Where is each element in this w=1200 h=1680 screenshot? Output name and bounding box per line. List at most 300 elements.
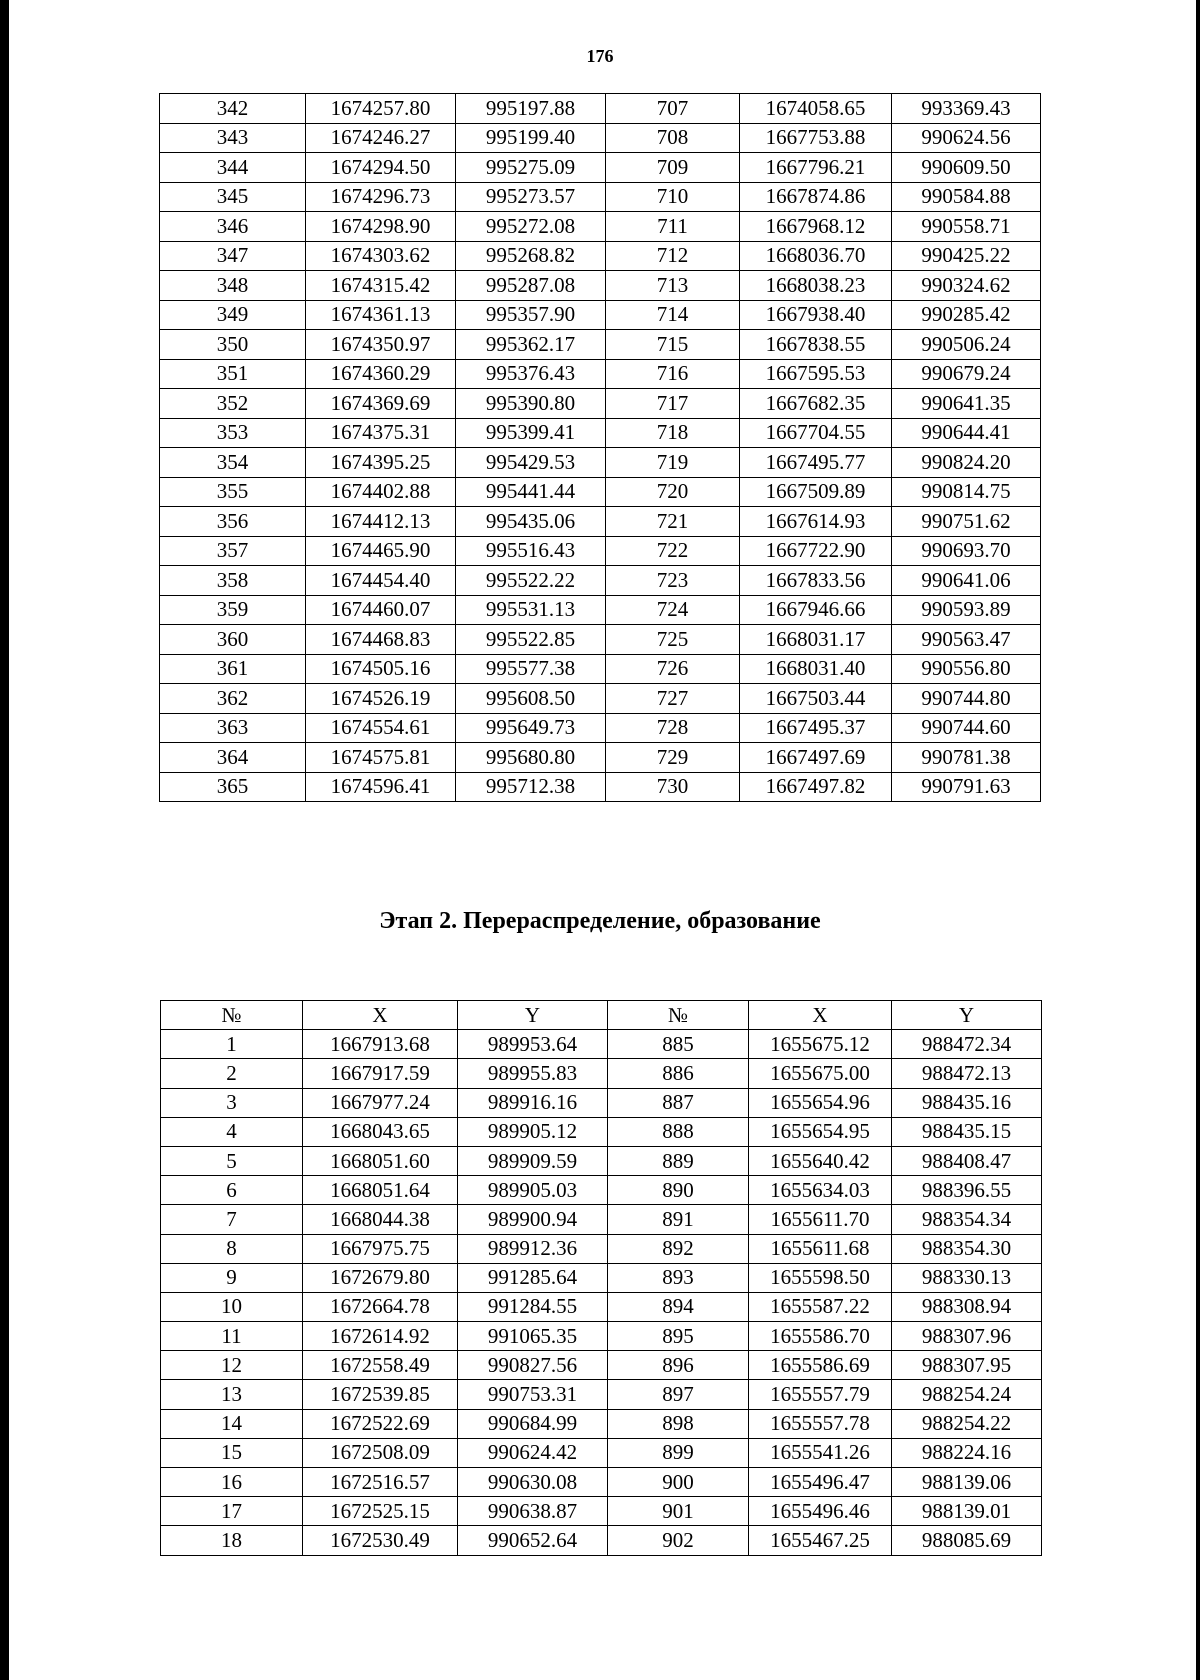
cell-number: 1 — [161, 1030, 303, 1059]
cell-y: 995577.38 — [456, 654, 606, 684]
cell-y: 988085.69 — [892, 1526, 1042, 1555]
cell-x: 1655634.03 — [749, 1176, 892, 1205]
table-header-row — [161, 1001, 1042, 1030]
cell-number: 889 — [608, 1146, 749, 1175]
cell-number: 898 — [608, 1409, 749, 1438]
cell-y: 995199.40 — [456, 123, 606, 153]
cell-y: 990285.42 — [892, 300, 1041, 330]
cell-x: 1655598.50 — [749, 1263, 892, 1292]
cell-number: 900 — [608, 1468, 749, 1497]
cell-y: 989955.83 — [458, 1059, 608, 1088]
header-y: Y — [892, 1001, 1042, 1030]
cell-number: 358 — [160, 566, 306, 596]
cell-x: 1655557.79 — [749, 1380, 892, 1409]
cell-y: 989905.12 — [458, 1117, 608, 1146]
cell-number: 9 — [161, 1263, 303, 1292]
table-row — [160, 389, 1041, 419]
cell-y: 989909.59 — [458, 1146, 608, 1175]
table-row — [160, 182, 1041, 212]
cell-x: 1672508.09 — [303, 1438, 458, 1467]
cell-y: 990824.20 — [892, 448, 1041, 478]
cell-number: 355 — [160, 477, 306, 507]
cell-x: 1655496.46 — [749, 1497, 892, 1526]
cell-x: 1655611.68 — [749, 1234, 892, 1263]
cell-y: 995268.82 — [456, 241, 606, 271]
cell-y: 995435.06 — [456, 507, 606, 537]
cell-x: 1674375.31 — [306, 418, 456, 448]
cell-number: 342 — [160, 94, 306, 124]
cell-x: 1655654.95 — [749, 1117, 892, 1146]
cell-number: 895 — [608, 1322, 749, 1351]
table-body — [161, 1030, 1042, 1555]
cell-x: 1655557.78 — [749, 1409, 892, 1438]
cell-x: 1674395.25 — [306, 448, 456, 478]
cell-number: 730 — [606, 772, 740, 802]
cell-number: 715 — [606, 330, 740, 360]
cell-x: 1667495.37 — [740, 713, 892, 743]
table-row — [161, 1351, 1042, 1380]
cell-number: 717 — [606, 389, 740, 419]
cell-y: 990679.24 — [892, 359, 1041, 389]
cell-number: 891 — [608, 1205, 749, 1234]
cell-number: 709 — [606, 153, 740, 183]
cell-y: 988354.34 — [892, 1205, 1042, 1234]
cell-x: 1667977.24 — [303, 1088, 458, 1117]
table-row — [160, 772, 1041, 802]
cell-number: 888 — [608, 1117, 749, 1146]
cell-number: 901 — [608, 1497, 749, 1526]
cell-x: 1672530.49 — [303, 1526, 458, 1555]
table-row — [161, 1146, 1042, 1175]
table-row — [160, 536, 1041, 566]
cell-x: 1667796.21 — [740, 153, 892, 183]
cell-x: 1672522.69 — [303, 1409, 458, 1438]
table-row — [160, 477, 1041, 507]
table-row — [160, 625, 1041, 655]
page-number: 176 — [586, 46, 614, 66]
cell-y: 988139.01 — [892, 1497, 1042, 1526]
cell-number: 713 — [606, 271, 740, 301]
cell-x: 1668051.60 — [303, 1146, 458, 1175]
cell-x: 1672679.80 — [303, 1263, 458, 1292]
cell-x: 1668038.23 — [740, 271, 892, 301]
cell-number: 6 — [161, 1176, 303, 1205]
table-row — [161, 1292, 1042, 1321]
cell-y: 990644.41 — [892, 418, 1041, 448]
cell-x: 1674257.80 — [306, 94, 456, 124]
cell-number: 364 — [160, 743, 306, 773]
cell-y: 988472.13 — [892, 1059, 1042, 1088]
cell-number: 17 — [161, 1497, 303, 1526]
cell-number: 724 — [606, 595, 740, 625]
cell-y: 995272.08 — [456, 212, 606, 242]
cell-x: 1674350.97 — [306, 330, 456, 360]
cell-x: 1674505.16 — [306, 654, 456, 684]
cell-number: 712 — [606, 241, 740, 271]
cell-number: 721 — [606, 507, 740, 537]
cell-number: 3 — [161, 1088, 303, 1117]
cell-y: 990693.70 — [892, 536, 1041, 566]
cell-number: 363 — [160, 713, 306, 743]
cell-y: 988472.34 — [892, 1030, 1042, 1059]
table-row — [161, 1176, 1042, 1205]
table-row — [161, 1088, 1042, 1117]
cell-number: 346 — [160, 212, 306, 242]
cell-x: 1667497.69 — [740, 743, 892, 773]
cell-x: 1667917.59 — [303, 1059, 458, 1088]
cell-y: 990684.99 — [458, 1409, 608, 1438]
cell-x: 1655541.26 — [749, 1438, 892, 1467]
table-row — [160, 595, 1041, 625]
header-number: № — [608, 1001, 749, 1030]
table-row — [161, 1059, 1042, 1088]
cell-number: 2 — [161, 1059, 303, 1088]
cell-y: 991065.35 — [458, 1322, 608, 1351]
cell-y: 988224.16 — [892, 1438, 1042, 1467]
cell-y: 993369.43 — [892, 94, 1041, 124]
table-row — [160, 153, 1041, 183]
cell-y: 990751.62 — [892, 507, 1041, 537]
cell-y: 995608.50 — [456, 684, 606, 714]
cell-number: 343 — [160, 123, 306, 153]
cell-y: 988139.06 — [892, 1468, 1042, 1497]
cell-y: 995197.88 — [456, 94, 606, 124]
cell-number: 345 — [160, 182, 306, 212]
cell-x: 1667946.66 — [740, 595, 892, 625]
cell-x: 1655640.42 — [749, 1146, 892, 1175]
table-row — [160, 241, 1041, 271]
cell-number: 5 — [161, 1146, 303, 1175]
cell-number: 7 — [161, 1205, 303, 1234]
cell-y: 990556.80 — [892, 654, 1041, 684]
cell-x: 1655496.47 — [749, 1468, 892, 1497]
table-row — [160, 566, 1041, 596]
cell-number: 361 — [160, 654, 306, 684]
cell-x: 1667497.82 — [740, 772, 892, 802]
cell-number: 360 — [160, 625, 306, 655]
cell-y: 990827.56 — [458, 1351, 608, 1380]
cell-number: 725 — [606, 625, 740, 655]
cell-y: 995275.09 — [456, 153, 606, 183]
cell-number: 16 — [161, 1468, 303, 1497]
header-x: X — [749, 1001, 892, 1030]
table-row — [160, 212, 1041, 242]
cell-x: 1674554.61 — [306, 713, 456, 743]
cell-y: 990324.62 — [892, 271, 1041, 301]
cell-x: 1667682.35 — [740, 389, 892, 419]
cell-x: 1655611.70 — [749, 1205, 892, 1234]
cell-y: 991285.64 — [458, 1263, 608, 1292]
cell-x: 1674361.13 — [306, 300, 456, 330]
table-row — [161, 1322, 1042, 1351]
cell-number: 726 — [606, 654, 740, 684]
cell-y: 989953.64 — [458, 1030, 608, 1059]
cell-y: 988396.55 — [892, 1176, 1042, 1205]
table-row — [160, 713, 1041, 743]
cell-y: 995516.43 — [456, 536, 606, 566]
cell-y: 988435.15 — [892, 1117, 1042, 1146]
cell-number: 365 — [160, 772, 306, 802]
cell-y: 989900.94 — [458, 1205, 608, 1234]
cell-number: 893 — [608, 1263, 749, 1292]
cell-x: 1667874.86 — [740, 182, 892, 212]
cell-y: 995429.53 — [456, 448, 606, 478]
section-title: Этап 2. Перераспределение, образование — [379, 908, 821, 934]
cell-y: 995680.80 — [456, 743, 606, 773]
cell-x: 1674460.07 — [306, 595, 456, 625]
table-row — [160, 684, 1041, 714]
cell-x: 1674596.41 — [306, 772, 456, 802]
cell-y: 988408.47 — [892, 1146, 1042, 1175]
cell-y: 995531.13 — [456, 595, 606, 625]
table-row — [160, 330, 1041, 360]
cell-x: 1674412.13 — [306, 507, 456, 537]
cell-number: 711 — [606, 212, 740, 242]
cell-number: 357 — [160, 536, 306, 566]
table-row — [161, 1526, 1042, 1555]
table-row — [161, 1497, 1042, 1526]
cell-x: 1668031.17 — [740, 625, 892, 655]
cell-number: 359 — [160, 595, 306, 625]
cell-x: 1672516.57 — [303, 1468, 458, 1497]
cell-y: 990652.64 — [458, 1526, 608, 1555]
cell-number: 719 — [606, 448, 740, 478]
cell-y: 990558.71 — [892, 212, 1041, 242]
cell-x: 1672614.92 — [303, 1322, 458, 1351]
cell-x: 1674296.73 — [306, 182, 456, 212]
cell-y: 995273.57 — [456, 182, 606, 212]
cell-x: 1667722.90 — [740, 536, 892, 566]
cell-number: 11 — [161, 1322, 303, 1351]
table-row — [161, 1263, 1042, 1292]
cell-x: 1667753.88 — [740, 123, 892, 153]
cell-y: 995362.17 — [456, 330, 606, 360]
cell-number: 718 — [606, 418, 740, 448]
table-row — [160, 654, 1041, 684]
cell-y: 990624.56 — [892, 123, 1041, 153]
scan-edge-right — [1196, 0, 1200, 1680]
scan-edge-left — [0, 0, 9, 1680]
cell-y: 988254.22 — [892, 1409, 1042, 1438]
cell-number: 710 — [606, 182, 740, 212]
cell-number: 727 — [606, 684, 740, 714]
cell-number: 902 — [608, 1526, 749, 1555]
cell-y: 995287.08 — [456, 271, 606, 301]
cell-y: 990814.75 — [892, 477, 1041, 507]
cell-number: 344 — [160, 153, 306, 183]
table-row — [161, 1380, 1042, 1409]
cell-y: 995376.43 — [456, 359, 606, 389]
cell-number: 892 — [608, 1234, 749, 1263]
cell-number: 362 — [160, 684, 306, 714]
cell-number: 10 — [161, 1292, 303, 1321]
cell-x: 1667704.55 — [740, 418, 892, 448]
cell-number: 707 — [606, 94, 740, 124]
cell-y: 988435.16 — [892, 1088, 1042, 1117]
cell-number: 708 — [606, 123, 740, 153]
cell-x: 1672558.49 — [303, 1351, 458, 1380]
cell-x: 1668051.64 — [303, 1176, 458, 1205]
cell-number: 716 — [606, 359, 740, 389]
cell-x: 1667913.68 — [303, 1030, 458, 1059]
cell-number: 887 — [608, 1088, 749, 1117]
table-row — [161, 1468, 1042, 1497]
cell-number: 728 — [606, 713, 740, 743]
cell-x: 1674526.19 — [306, 684, 456, 714]
table-row — [160, 448, 1041, 478]
cell-y: 990753.31 — [458, 1380, 608, 1409]
cell-number: 885 — [608, 1030, 749, 1059]
cell-number: 353 — [160, 418, 306, 448]
cell-x: 1672525.15 — [303, 1497, 458, 1526]
cell-y: 990641.35 — [892, 389, 1041, 419]
cell-y: 990781.38 — [892, 743, 1041, 773]
cell-number: 349 — [160, 300, 306, 330]
cell-number: 14 — [161, 1409, 303, 1438]
cell-x: 1667938.40 — [740, 300, 892, 330]
cell-y: 990791.63 — [892, 772, 1041, 802]
cell-x: 1655654.96 — [749, 1088, 892, 1117]
cell-number: 12 — [161, 1351, 303, 1380]
table-body — [160, 94, 1041, 802]
cell-number: 729 — [606, 743, 740, 773]
cell-y: 988308.94 — [892, 1292, 1042, 1321]
cell-x: 1674294.50 — [306, 153, 456, 183]
coordinates-table-stage-2 — [160, 1000, 1042, 1556]
cell-x: 1667614.93 — [740, 507, 892, 537]
cell-x: 1668036.70 — [740, 241, 892, 271]
cell-y: 990593.89 — [892, 595, 1041, 625]
cell-x: 1668044.38 — [303, 1205, 458, 1234]
cell-y: 989912.36 — [458, 1234, 608, 1263]
cell-number: 13 — [161, 1380, 303, 1409]
table-row — [160, 743, 1041, 773]
cell-number: 720 — [606, 477, 740, 507]
cell-number: 8 — [161, 1234, 303, 1263]
cell-x: 1655675.12 — [749, 1030, 892, 1059]
cell-y: 988354.30 — [892, 1234, 1042, 1263]
cell-x: 1674360.29 — [306, 359, 456, 389]
coordinates-table-continued — [159, 93, 1041, 802]
cell-x: 1667595.53 — [740, 359, 892, 389]
cell-number: 4 — [161, 1117, 303, 1146]
cell-x: 1674465.90 — [306, 536, 456, 566]
cell-x: 1674468.83 — [306, 625, 456, 655]
cell-y: 995649.73 — [456, 713, 606, 743]
cell-x: 1667503.44 — [740, 684, 892, 714]
cell-y: 995441.44 — [456, 477, 606, 507]
cell-y: 988307.96 — [892, 1322, 1042, 1351]
cell-y: 990744.80 — [892, 684, 1041, 714]
cell-number: 890 — [608, 1176, 749, 1205]
cell-x: 1672539.85 — [303, 1380, 458, 1409]
cell-number: 347 — [160, 241, 306, 271]
cell-y: 990624.42 — [458, 1438, 608, 1467]
table-row — [161, 1030, 1042, 1059]
cell-x: 1655467.25 — [749, 1526, 892, 1555]
cell-y: 995712.38 — [456, 772, 606, 802]
cell-y: 990630.08 — [458, 1468, 608, 1497]
cell-x: 1672664.78 — [303, 1292, 458, 1321]
cell-x: 1674402.88 — [306, 477, 456, 507]
table-row — [161, 1409, 1042, 1438]
cell-number: 723 — [606, 566, 740, 596]
cell-number: 348 — [160, 271, 306, 301]
cell-x: 1674303.62 — [306, 241, 456, 271]
cell-number: 18 — [161, 1526, 303, 1555]
cell-x: 1655675.00 — [749, 1059, 892, 1088]
cell-y: 995522.22 — [456, 566, 606, 596]
cell-y: 995522.85 — [456, 625, 606, 655]
cell-x: 1667833.56 — [740, 566, 892, 596]
cell-x: 1667968.12 — [740, 212, 892, 242]
cell-number: 899 — [608, 1438, 749, 1467]
cell-y: 989916.16 — [458, 1088, 608, 1117]
table-row — [161, 1117, 1042, 1146]
cell-x: 1655587.22 — [749, 1292, 892, 1321]
cell-x: 1674315.42 — [306, 271, 456, 301]
table-row — [161, 1205, 1042, 1234]
cell-y: 990641.06 — [892, 566, 1041, 596]
cell-number: 350 — [160, 330, 306, 360]
table-row — [160, 94, 1041, 124]
cell-x: 1667495.77 — [740, 448, 892, 478]
cell-y: 990506.24 — [892, 330, 1041, 360]
header-x: X — [303, 1001, 458, 1030]
header-y: Y — [458, 1001, 608, 1030]
cell-y: 991284.55 — [458, 1292, 608, 1321]
cell-y: 990609.50 — [892, 153, 1041, 183]
cell-x: 1674454.40 — [306, 566, 456, 596]
cell-y: 990638.87 — [458, 1497, 608, 1526]
table-row — [161, 1234, 1042, 1263]
table-row — [160, 123, 1041, 153]
table-row — [160, 271, 1041, 301]
cell-x: 1667509.89 — [740, 477, 892, 507]
cell-y: 995390.80 — [456, 389, 606, 419]
cell-y: 990584.88 — [892, 182, 1041, 212]
cell-number: 894 — [608, 1292, 749, 1321]
cell-number: 896 — [608, 1351, 749, 1380]
table-row — [160, 418, 1041, 448]
cell-x: 1674298.90 — [306, 212, 456, 242]
cell-y: 989905.03 — [458, 1176, 608, 1205]
cell-number: 356 — [160, 507, 306, 537]
cell-x: 1674058.65 — [740, 94, 892, 124]
cell-y: 990744.60 — [892, 713, 1041, 743]
table-row — [160, 507, 1041, 537]
cell-number: 15 — [161, 1438, 303, 1467]
cell-y: 990425.22 — [892, 241, 1041, 271]
cell-number: 722 — [606, 536, 740, 566]
cell-y: 988254.24 — [892, 1380, 1042, 1409]
table-row — [161, 1438, 1042, 1467]
cell-number: 714 — [606, 300, 740, 330]
cell-y: 995399.41 — [456, 418, 606, 448]
cell-x: 1674575.81 — [306, 743, 456, 773]
cell-x: 1674369.69 — [306, 389, 456, 419]
cell-y: 990563.47 — [892, 625, 1041, 655]
cell-x: 1667975.75 — [303, 1234, 458, 1263]
cell-y: 988307.95 — [892, 1351, 1042, 1380]
table-row — [160, 359, 1041, 389]
cell-number: 886 — [608, 1059, 749, 1088]
header-number: № — [161, 1001, 303, 1030]
cell-x: 1655586.70 — [749, 1322, 892, 1351]
cell-x: 1655586.69 — [749, 1351, 892, 1380]
table-row — [160, 300, 1041, 330]
cell-x: 1667838.55 — [740, 330, 892, 360]
